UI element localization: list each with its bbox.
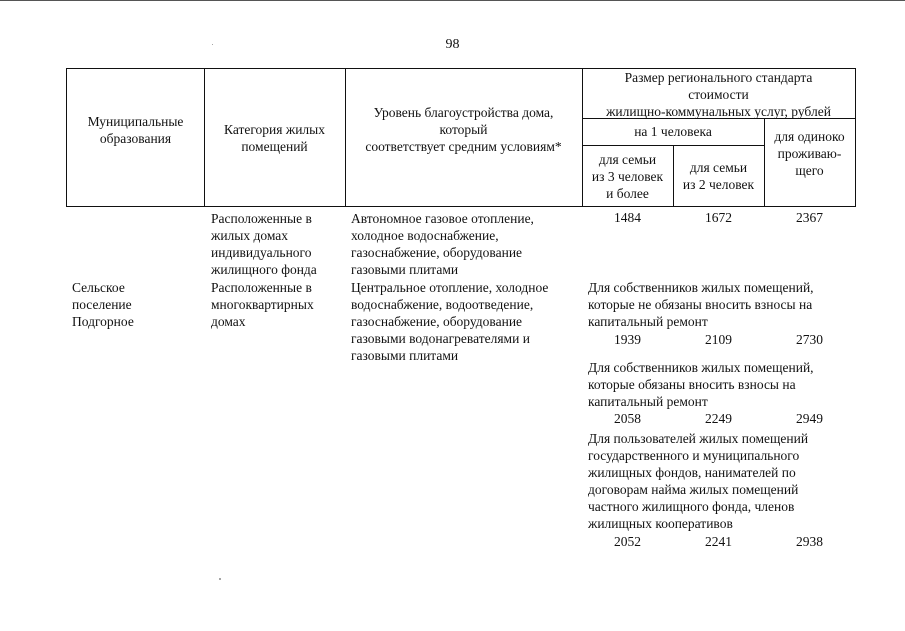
- group1-value-family3: 1939: [614, 332, 641, 347]
- row1-value-single: 2367: [796, 210, 823, 225]
- scan-top-edge: [0, 0, 905, 3]
- group3-note: Для пользователей жилых помещений государственного и муниципального жилищных фондов, нанимателей по договорам найма жилых помещений частного жилищного фонда, членов жилищных кооперативов: [588, 431, 809, 531]
- municipality-name: Сельское поселение Подгорное: [72, 280, 134, 329]
- header-level: Уровень благоустройства дома, который соответствует средним условиям*: [365, 105, 562, 154]
- group1-value-family2: 2109: [705, 332, 732, 347]
- header-single: для одиноко проживаю- щего: [774, 129, 845, 178]
- group3-value-single: 2938: [796, 534, 823, 549]
- group2-value-family3: 2058: [614, 411, 641, 426]
- group1-note: Для собственников жилых помещений, которые не обязаны вносить взносы на капитальный ремонт: [588, 280, 814, 329]
- header-standard-size: Размер регионального стандарта стоимости жилищно-коммунальных услуг, рублей: [606, 70, 831, 119]
- group1-value-single: 2730: [796, 332, 823, 347]
- group3-value-family2: 2241: [705, 534, 732, 549]
- group2-value-family2: 2249: [705, 411, 732, 426]
- row1-value-family3: 1484: [614, 210, 641, 225]
- header-family-3: для семьи из 3 человек и более: [591, 152, 664, 201]
- row1-value-family2: 1672: [705, 210, 732, 225]
- row2-category: Расположенные в многоквартирных домах: [211, 280, 314, 329]
- scan-speck: [219, 578, 221, 580]
- header-bottom-border: [66, 206, 856, 207]
- table-right-border: [855, 68, 856, 207]
- row1-category: Расположенные в жилых домах индивидуального жилищного фонда: [211, 211, 317, 277]
- header-per-person: на 1 человека: [634, 124, 712, 139]
- group2-value-single: 2949: [796, 411, 823, 426]
- header-category: Категория жилых помещений: [224, 122, 325, 154]
- page-number: 98: [445, 37, 460, 52]
- header-family-2: для семьи из 2 человек: [682, 160, 755, 192]
- row1-level: Автономное газовое отопление, холодное водоснабжение, газоснабжение, оборудование газовыми плитами: [351, 211, 534, 277]
- header-municipalities: Муниципальные образования: [87, 114, 184, 146]
- scan-speck: [212, 44, 213, 45]
- group3-value-family3: 2052: [614, 534, 641, 549]
- group2-note: Для собственников жилых помещений, которые обязаны вносить взносы на капитальный ремонт: [588, 360, 814, 409]
- row2-level: Центральное отопление, холодное водоснабжение, водоотведение, газоснабжение, оборудование газовыми водонагревателями и газовыми плитами: [351, 280, 549, 363]
